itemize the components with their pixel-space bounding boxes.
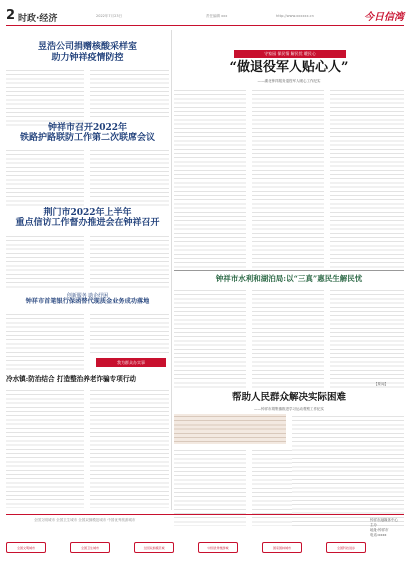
main-title: “做退役军人贴心人”	[229, 60, 349, 75]
article-1-title-line1: 昱浩公司捐赠核酸采样室	[37, 42, 137, 52]
logo-badge: 中国优秀旅游城	[198, 542, 238, 553]
article-2-body-col2	[90, 148, 169, 206]
article-2-title-line1: 钟祥市召开2022年	[47, 123, 128, 133]
article-4-title: 钟祥市首笔银行保函替代现质金业务成功落地	[25, 298, 150, 305]
column-divider	[171, 30, 172, 510]
article-1-body	[6, 68, 84, 128]
mid-body-col2	[252, 288, 324, 388]
header-rule	[6, 25, 404, 26]
bottom-subtitle: ——钟祥市胡集镇推进学习运动观察工作纪实	[254, 407, 324, 411]
website: http://www.xxxxxx.cn	[276, 14, 314, 18]
article-2-title-line2: 铁路护路联防工作第二次联席会议	[19, 133, 155, 143]
article-3-title-line2: 重点信访工作督办推进会在钟祥召开	[15, 218, 160, 228]
editor-line: 责任编辑 xxx	[206, 14, 228, 18]
main-body-col2	[252, 88, 324, 268]
issue-date: 2022年7月23日	[96, 14, 123, 18]
mid-title: 钟祥市水利和湖泊局:以“三真”惠民生解民忧	[215, 274, 363, 283]
left-column	[6, 30, 169, 510]
article-4-banner	[96, 358, 166, 367]
logo-badge: 全国科技进步	[326, 542, 366, 553]
topic-banner	[234, 50, 346, 58]
article-4-banner-label: 我为群众办实事	[117, 360, 145, 365]
bottom-title: 帮助人民群众解决实际困难	[231, 392, 346, 403]
page-header	[6, 8, 404, 24]
mid-body-col3	[330, 288, 404, 388]
article-2-body	[6, 148, 84, 206]
logo-badge: 全国卫生城市	[70, 542, 110, 553]
footer	[6, 518, 404, 562]
bottom-kicker: 【要闻】	[374, 382, 388, 386]
topic-banner-text: 守家园 保民情 解民忧 暖民心	[264, 51, 316, 56]
bottom-lead-box	[174, 414, 286, 444]
right-column	[174, 30, 404, 510]
article-1-title-line2: 助力钟祥疫情防控	[51, 53, 124, 63]
main-body-col1	[174, 88, 246, 268]
main-body-col3	[330, 88, 404, 268]
section-title: 时政·经济	[18, 14, 58, 24]
logo-badge: 全国文明城市	[6, 542, 46, 553]
article-2-title	[6, 123, 169, 143]
main-subtitle: ——湖北钟祥服务退役军人暖心工作纪实	[257, 79, 321, 83]
logo-badge: 国家园林城市	[262, 542, 302, 553]
mid-body-col1	[174, 288, 246, 388]
mid-rule	[174, 270, 404, 271]
footer-rule	[6, 514, 404, 515]
footer-side-line: 主办	[370, 523, 377, 527]
article-5-body	[6, 388, 84, 508]
article-1-body-col2	[90, 68, 169, 120]
footer-side-line: 地址:钟祥市	[370, 528, 389, 532]
article-3-body	[6, 234, 84, 290]
article-4-body	[6, 312, 84, 370]
article-5-body-col2	[90, 388, 169, 508]
article-4-body-col2	[90, 312, 169, 356]
article-3-title	[6, 208, 169, 228]
article-3-title-line1: 荆门市2022年上半年	[43, 208, 132, 218]
footer-note: 全国文明城市 全国卫生城市 全国双拥模范城市 中国优秀旅游城市	[34, 518, 136, 522]
brand-logo: 今日信湾	[364, 12, 404, 23]
footer-side-line: 电话:xxxx	[370, 533, 387, 537]
page-number: 2	[6, 8, 16, 23]
footer-side-line: 钟祥市融媒体中心	[370, 518, 398, 522]
article-4-kicker: 创新服务 助企纾困	[66, 293, 109, 299]
bottom-body-col3	[292, 414, 404, 526]
article-3-body-col2	[90, 234, 169, 290]
article-5-title: 冷水镇:防治结合 打造整治养老诈骗专项行动	[6, 375, 137, 383]
footer-logos	[6, 542, 366, 553]
article-1-title	[6, 42, 169, 64]
logo-badge: 全国双拥模范城	[134, 542, 174, 553]
footer-side	[370, 518, 404, 538]
